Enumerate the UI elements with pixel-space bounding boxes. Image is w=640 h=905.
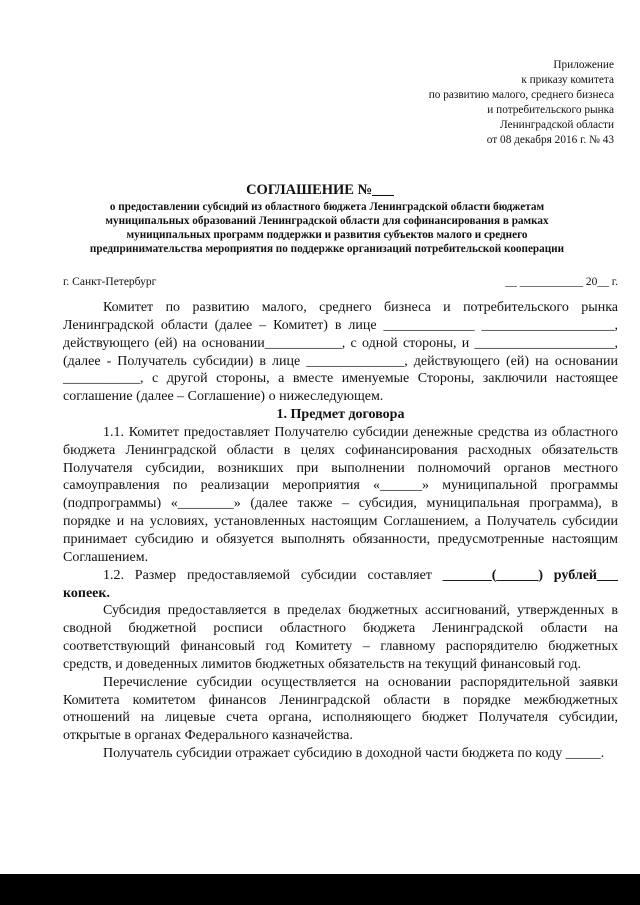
intro-paragraph: Комитет по развитию малого, среднего бизнеса и потребительского рынка Ленинградской области (далее – Комитет) в лице _____________ ___________________, действующего (ей) на основании___________, с одной стороны, и ____________________, (далее - Получатель субсидии) в лице ______________, действующего (ей) на основании ___________, с другой стороны, а вместе именуемые Стороны, заключили настоящее соглашение (далее – Соглашение) о нижеследующем. <box>63 300 618 405</box>
appendix-line: и потребительского рынка <box>487 104 614 116</box>
clause-1-2-text: 1.2. Размер предоставляемой субсидии составляет <box>103 567 443 583</box>
appendix-line: Приложение <box>553 59 614 71</box>
clause-1-1: 1.1. Комитет предоставляет Получателю субсидии денежные средства из областного бюджета Ленинградской области в целях софинансирования расходных обязательств Получателя субсидии, возникших при выполнении полномочий органов местного самоуправления по реализации мероприятия «______» муниципальной программы (подпрограммы) «________» (далее также – субсидия, муниципальная программа), в порядке и на условиях, установленных настоящим Соглашением, а Получатель субсидии принимает субсидию и обязуется выполнять обязанности, предусмотренные настоящим Соглашением. <box>63 424 618 565</box>
appendix-header <box>314 58 614 148</box>
subtitle-line: предпринимательства мероприятия по поддержке организаций потребительской кооперации <box>89 243 565 255</box>
reflect-paragraph: Получатель субсидии отражает субсидию в доходной части бюджета по коду _____. <box>103 746 605 762</box>
subsidy-amount: _______(______) рублей___ копеек. <box>63 567 618 601</box>
agreement-title: СОГЛАШЕНИЕ №___ <box>246 182 394 198</box>
scan-bottom-edge <box>0 874 640 905</box>
agreement-body <box>63 299 618 763</box>
agreement-place: г. Санкт-Петербург <box>63 276 157 288</box>
budget-paragraph: Субсидия предоставляется в пределах бюджетных ассигнований, утвержденных в сводной бюджетной росписи областного бюджета Ленинградской области на соответствующий финансовый год Комитету – главному распорядителю бюджетных средств, и доведенных лимитов бюджетных обязательств на текущий финансовый год. <box>63 603 618 672</box>
appendix-line: Ленинградской области <box>500 119 614 131</box>
agreement-subtitle <box>34 200 620 256</box>
agreement-date: __ ___________ 20__ г. <box>505 276 618 288</box>
appendix-line: по развитию малого, среднего бизнеса <box>428 89 614 101</box>
transfer-paragraph: Перечисление субсидии осуществляется на основании распорядительной заявки Комитета комитетом финансов Ленинградской области в порядке межбюджетных отношений на лицевые счета органа, исполняющего бюджет Получателя субсидии, открытые в органах Федерального казначейства. <box>63 674 618 744</box>
subtitle-line: муниципальных образований Ленинградской области для софинансирования в рамках <box>105 215 549 227</box>
subtitle-line: о предоставлении субсидий из областного бюджета Ленинградской области бюджетам <box>109 201 545 213</box>
appendix-line: к приказу комитета <box>521 74 614 86</box>
section-1-title: 1. Предмет договора <box>276 407 405 423</box>
appendix-line: от 08 декабря 2016 г. № 43 <box>486 134 614 146</box>
subtitle-line: муниципальных программ поддержки и развития субъектов малого и среднего <box>126 229 528 241</box>
place-date-row <box>63 275 618 290</box>
clause-1-2 <box>63 567 618 603</box>
